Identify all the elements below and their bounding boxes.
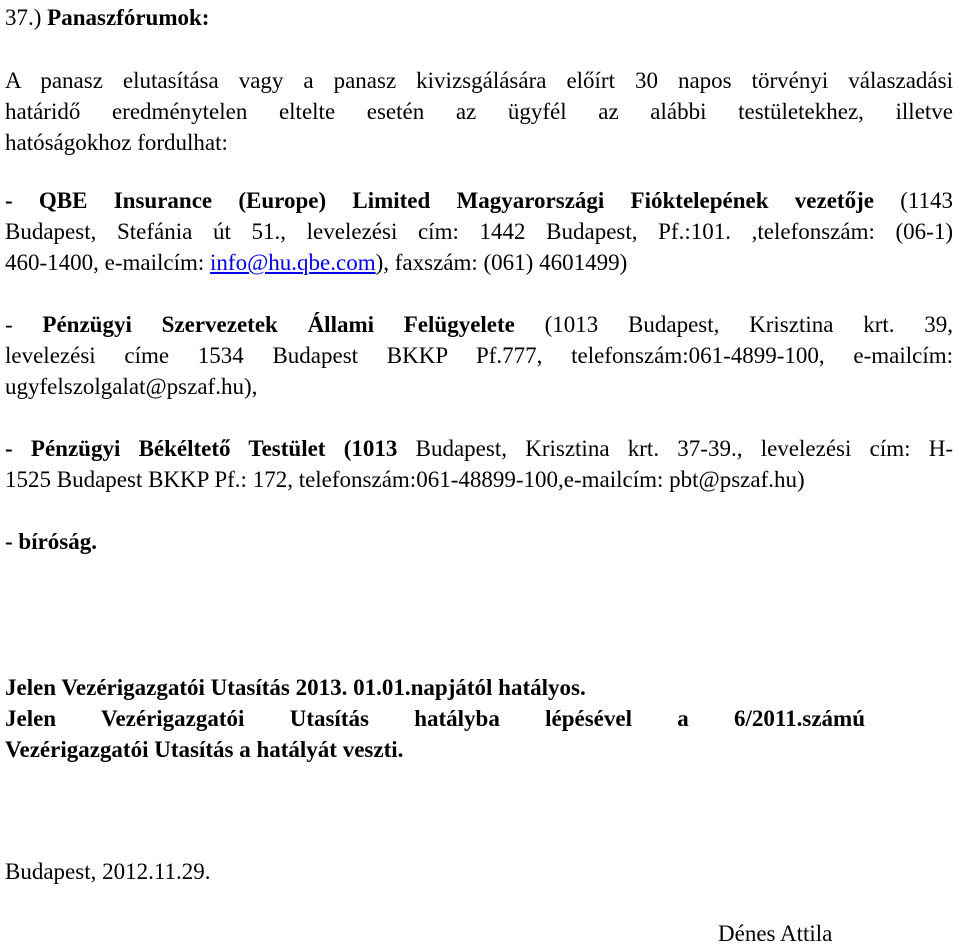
forum-qbe-contact-suffix: ), faxszám: (061) 4601499) [375, 250, 628, 275]
forum-qbe-line-2: Budapest, Stefánia út 51., levelezési cím: 1442 Budapest, Pf.:101. ,telefonszám: (06-1) [5, 219, 953, 244]
forum-pbt-line-1 [5, 437, 953, 460]
signatory-name: Dénes Attila [718, 921, 833, 946]
forum-pbt-name: - Pénzügyi Békéltető Testület (1013 [5, 436, 398, 461]
section-title: Panaszfórumok: [47, 5, 210, 30]
forum-qbe-email-link[interactable]: info@hu.qbe.com [210, 250, 376, 275]
forum-pszaf-name: Pénzügyi Szervezetek Állami Felügyelete [42, 312, 515, 337]
intro-line-1: A panasz elutasítása vagy a panasz kivizsgálására előírt 30 napos törvényi válaszadási [5, 68, 953, 93]
closing-line-3: Vezérigazgatói Utasítás a hatályát veszti. [5, 737, 404, 762]
forum-pbt-line-2: 1525 Budapest BKKP Pf.: 172, telefonszám:061-48899-100,e-mailcím: pbt@pszaf.hu) [5, 467, 805, 492]
forum-qbe-contact-prefix: 460-1400, e-mailcím: [5, 250, 211, 275]
forum-pbt-address-start: Budapest, Krisztina krt. 37-39., levelezési cím: H- [415, 436, 953, 461]
forum-pszaf-line-2: levelezési címe 1534 Budapest BKKP Pf.777, telefonszám:061-4899-100, e-mailcím: [5, 343, 953, 368]
section-heading [5, 6, 209, 29]
forum-qbe-address-start: (1143 [900, 188, 954, 213]
forum-pszaf-line-1 [5, 313, 953, 336]
intro-line-2: határidő eredménytelen eltelte esetén az ügyfél az alábbi testületekhez, illetve [5, 99, 953, 124]
forum-court: - bíróság. [5, 529, 97, 554]
closing-line-1: Jelen Vezérigazgatói Utasítás 2013. 01.01.napjától hatályos. [5, 675, 586, 700]
intro-line-3: hatóságokhoz fordulhat: [5, 130, 228, 155]
forum-qbe-name: - QBE Insurance (Europe) Limited Magyarországi Fióktelepének vezetője [5, 188, 874, 213]
forum-pszaf-dash: - [5, 312, 13, 337]
section-number: 37.) [5, 5, 42, 30]
forum-qbe-line-1 [5, 189, 953, 212]
forum-qbe-line-3 [5, 251, 627, 274]
closing-line-2: Jelen Vezérigazgatói Utasítás hatályba lépésével a 6/2011.számú [5, 706, 865, 731]
forum-pszaf-line-3: ugyfelszolgalat@pszaf.hu), [5, 374, 258, 399]
forum-pszaf-address-start: (1013 Budapest, Krisztina krt. 39, [544, 312, 953, 337]
date-place: Budapest, 2012.11.29. [5, 859, 211, 884]
